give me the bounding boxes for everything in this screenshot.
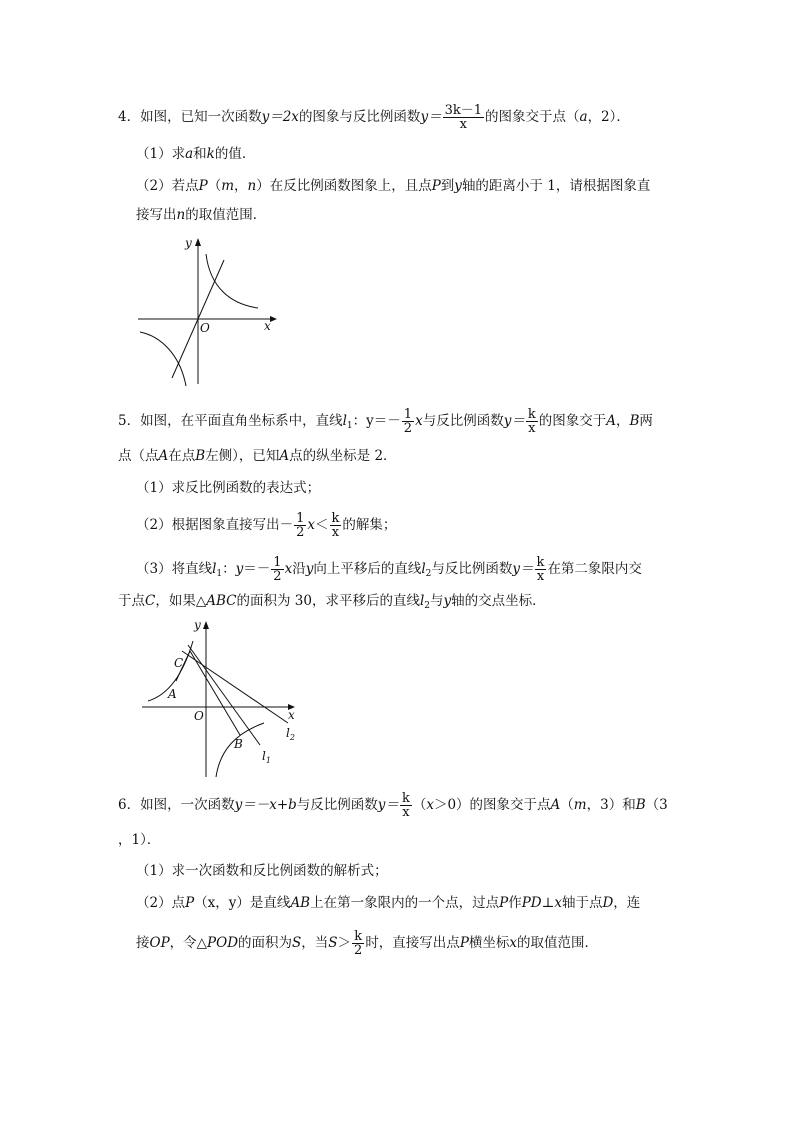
origin-label: O xyxy=(200,321,210,335)
q4-part2: （2）若点P（m，n）在反比例函数图象上，且点P到y轴的距离小于 1，请根据图象直 xyxy=(136,178,651,194)
q6-part2: （2）点P（x，y）是直线AB上在第一象限内的一个点，过点P作PD⊥x轴于点D，连 xyxy=(136,895,641,911)
q4-part1: （1）求a和k的值． xyxy=(136,146,256,162)
fraction: $\frac{k}{x}$ xyxy=(527,407,536,436)
q5-part2: （2）根据图象直接写出－ $\frac{1}{2}$ x＜ $\frac{k}{x}$ 的解集； xyxy=(136,511,397,540)
fraction: $\frac{k}{x}$ xyxy=(331,511,340,540)
point-a-label: A xyxy=(168,687,177,701)
q6-part2-cont: 接OP，令△POD的面积为S，当S＞ $\frac{k}{2}$ 时，直接写出点P横坐标x的取值范围． xyxy=(136,929,599,958)
hyperbola-q1 xyxy=(206,254,258,308)
y-arrow xyxy=(203,621,209,629)
fraction: $\frac{1}{2}$ xyxy=(273,555,282,584)
x-label: x xyxy=(264,319,271,333)
fraction: $\frac{1}{2}$ xyxy=(403,407,413,436)
q5-stem-cont: 点（点A在点B左侧），已知A点的纵坐标是 2． xyxy=(118,448,397,464)
point-c-label: C xyxy=(174,656,184,670)
fraction: $\frac{k}{x}$ xyxy=(536,555,545,584)
q6-stem: 6．如图，一次函数y＝－x+b与反比例函数y＝ $\frac{k}{x}$ （x＞0）的图象交于点A（m，3）和B（3 xyxy=(118,791,668,820)
y-label: y xyxy=(194,618,201,632)
q6-stem-cont: ，1）． xyxy=(118,832,161,848)
line-l2-label: $l_2$ xyxy=(286,726,295,742)
x-arrow xyxy=(270,316,277,322)
q5-part3: （3）将直线$l_1$：y＝－ $\frac{1}{2}$ x沿y向上平移后的直线$l_2$与反比例函数y＝ $\frac{k}{x}$ 在第二象限内交 xyxy=(136,555,642,584)
q5-figure xyxy=(138,615,308,783)
point-b-label: B xyxy=(234,737,243,751)
fraction: $\frac{k}{x}$ xyxy=(401,791,410,820)
y-arrow xyxy=(195,238,201,246)
q4-stem: 4．如图，已知一次函数y＝2x的图象与反比例函数y＝ $\frac{3k-1}{x}$ 的图象交于点（a，2）． xyxy=(118,103,630,132)
q4-figure xyxy=(130,232,280,390)
line-l1-label: $l_1$ xyxy=(262,749,271,765)
x-label: x xyxy=(288,708,295,722)
fraction: $\frac{1}{2}$ xyxy=(296,511,305,540)
q4-part2-cont: 接写出n的取值范围． xyxy=(136,207,267,223)
q5-stem: 5．如图，在平面直角坐标系中，直线$l_1$：y＝－ $\frac{1}{2}$ x与反比例函数y＝ $\frac{k}{x}$ 的图象交于A，B两 xyxy=(118,407,653,436)
origin-label: O xyxy=(194,709,204,723)
line-l1 xyxy=(188,645,260,745)
q5-part1: （1）求反比例函数的表达式； xyxy=(136,480,321,496)
q5-part3-cont: 于点C，如果△ABC的面积为 30，求平移后的直线$l_2$与y轴的交点坐标． xyxy=(118,593,546,611)
q6-part1: （1）求一次函数和反比例函数的解析式； xyxy=(136,863,388,879)
fraction: $\frac{k}{2}$ xyxy=(354,929,363,958)
fraction: $\frac{3k-1}{x}$ xyxy=(444,103,482,132)
y-label: y xyxy=(185,236,192,250)
hyperbola-q3 xyxy=(140,332,186,386)
